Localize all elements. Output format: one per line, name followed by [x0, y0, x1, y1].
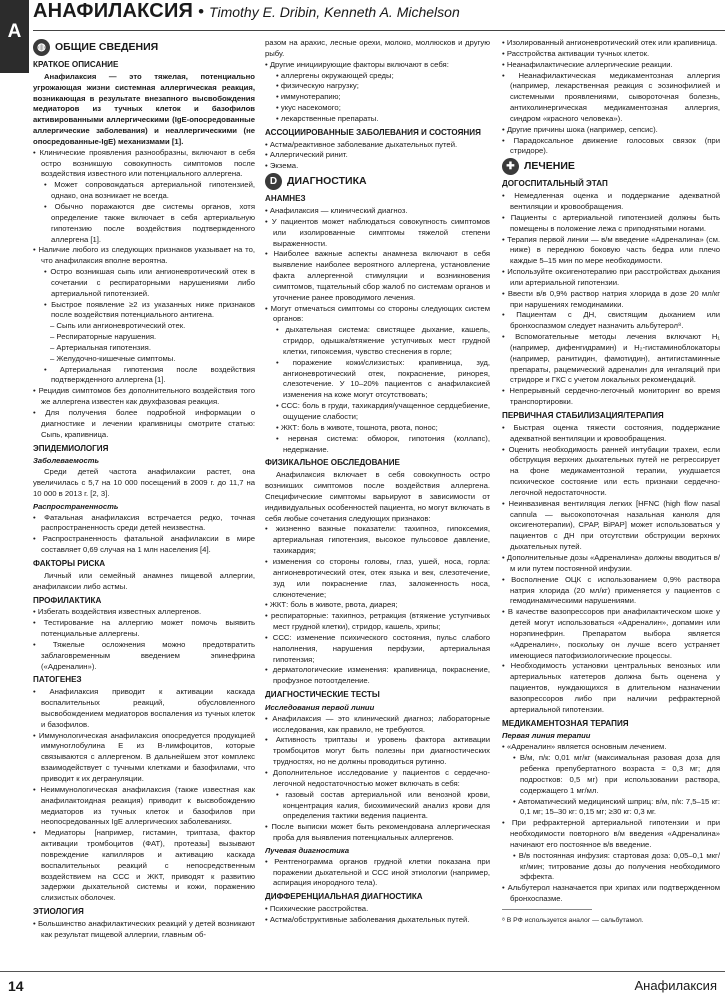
pathogenesis-heading: ПАТОГЕНЕЗ: [33, 675, 82, 685]
list-item: • Ввести в/в 0,9% раствор натрия хлорида в дозе 20 мл/кг при нарушениях гемодинамики.: [502, 288, 720, 309]
list-item: • поражение кожи/слизистых: крапивница, зуд, ангионевротический отек, покраснение, ринорея, слезотечение. У 10–20% пациентов с анафилаксией изменения на коже могут отсутствовать;: [276, 357, 490, 400]
continued-paragraph: разом на арахис, лесные орехи, молоко, моллюсков и другую рыбу.: [265, 38, 490, 58]
diagnostic-tests-heading: ДИАГНОСТИЧЕСКИЕ ТЕСТЫ: [265, 690, 380, 700]
list-item: • иммунотерапию;: [276, 92, 341, 102]
list-item: • Психические расстройства.: [265, 904, 369, 914]
article-title: АНАФИЛАКСИЯ: [33, 0, 194, 22]
short-description-heading: КРАТКОЕ ОПИСАНИЕ: [33, 60, 119, 69]
list-item: • дыхательная система: свистящее дыхание, кашель, стридор, одышка/втяжение уступчивых мест грудной клетки, гипоксемия, чувство стеснения в горле;: [276, 325, 490, 356]
list-item: • Восполнение ОЦК с использованием 0,9% раствора натрия хлорида (20 мл/кг) применяется у пациентов с гемодинамическими нарушениями.: [502, 574, 720, 606]
physical-exam-heading: ФИЗИКАЛЬНОЕ ОБСЛЕДОВАНИЕ: [265, 458, 400, 468]
list-item: • Тестирование на аллергию может помочь выявить потенциальные аллергены.: [33, 618, 255, 639]
list-item: • Анафилаксия приводит к активации каскада воспалительных реакций, обусловленного высвобождением медиаторов воспаления из тучных клеток и базофилов.: [33, 687, 255, 729]
page-footer: [0, 971, 725, 1000]
list-item: • Для получения более подробной информации о диагностике и лечении крапивницы смотрите статью: Сыпь, крапивница.: [33, 408, 255, 439]
prevalence-heading: Распространенность: [33, 501, 119, 511]
incidence-paragraph: Среди детей частота анафилаксии растет, она увеличилась с 5,7 на 10 000 посещений в 2009 г. до 11,7 на 10 000 в 2013 г. [2, 3].: [33, 467, 255, 498]
title-separator: •: [198, 2, 205, 21]
list-item: • Неинвазивная вентиляция легких [HFNC (high flow nasal cannula — высокопоточная назальная канюля для оксигенотерапии), СРАР, BiPAP] может использоваться у пациентов с ДН при отсутствии обструкции верхних дыхательных путей.: [502, 498, 720, 552]
list-item: – Желудочно-кишечные симптомы.: [50, 353, 176, 363]
column-1: [33, 38, 255, 963]
treatment-heading-text: ЛЕЧЕНИЕ: [524, 160, 575, 173]
general-info-heading-text: ОБЩИЕ СВЕДЕНИЯ: [55, 41, 159, 54]
list-item: • Пациентам с ДН, свистящим дыханием или бронхоспазмом следует назначить альбутерол⁸.: [502, 310, 720, 331]
list-item: • Терапия первой линии — в/м введение «Адреналина» (см. ниже) в переднюю боковую часть бедра или плечо каждые 5–15 мин по мере необходимости.: [502, 234, 720, 266]
list-item: • При рефрактерной артериальной гипотензии и при необходимости повторного в/м введения «Адреналина» начинают его постоянное в/в введение.: [502, 818, 720, 849]
list-item: • Анафилаксия — клинический диагноз.: [265, 205, 408, 215]
radiology-heading: Лучевая диагностика: [265, 845, 350, 855]
diagnostics-section-heading: [265, 173, 490, 190]
page-header: [33, 0, 725, 31]
list-item: • газовый состав артериальной или венозной крови, концентрация калия, биохимический анализ крови для определения тактики ведения пациента.: [276, 789, 490, 821]
list-item: • Иммунологическая анафилаксия опосредуется продукцией иммуноглобулина Е из В-лимфоцитов, которые связываются с аллергеном. В дальнейшем этот комплекс взаимодействует с тучными клетками и базофилами, что приводит к их дегрануляции.: [33, 730, 255, 783]
list-item: • ЖКТ: боль в животе, тошнота, рвота, понос;: [276, 422, 438, 432]
list-item: • Расстройства активации тучных клеток.: [502, 48, 650, 58]
list-item: • Парадоксальное движение голосовых связок (при стридоре).: [502, 135, 720, 156]
first-line-therapy-heading: Первая линия терапии: [502, 731, 591, 741]
diagnostics-heading-text: ДИАГНОСТИКА: [287, 175, 367, 188]
section-letter-tab: А: [0, 0, 29, 73]
definition-text: — это тяжелая, потенциально угрожающая жизни системная аллергическая реакция, возникающая в результате внезапного высвобождения медиаторов из тучных клеток и базофилов активированными аллергическими (IgE-опосредованные аллергические заболевания) и неаллергическими (не опосредованные-IgE) механизмами [1].: [33, 71, 255, 146]
list-item: • Активность триптазы и уровень фактора активации тромбоцитов могут быть полезны при диагностических трудностях, но не должны проводиться рутинно.: [265, 735, 490, 767]
list-item: • Другие причины шока (например, сепсис).: [502, 124, 658, 134]
differential-diagnosis-heading: ДИФФЕРЕНЦИАЛЬНАЯ ДИАГНОСТИКА: [265, 892, 423, 902]
list-item: • Непрерывный сердечно-легочный мониторинг во время транспортировки.: [502, 386, 720, 407]
list-item: • Остро возникшая сыпь или ангионевротический отек в сочетании с респираторными нарушениями либо артериальной гипотензией.: [44, 267, 255, 298]
list-item: • После выписки может быть рекомендована аллергическая проба для выявления потенциальных аллергенов.: [265, 822, 490, 843]
list-item: • Избегать воздействия известных аллергенов.: [33, 607, 202, 617]
list-item: • ЖКТ: боль в животе, рвота, диарея;: [265, 600, 398, 610]
list-item: • жизненно важные показатели: тахипноэ, гипоксемия, артериальная гипотензия, высокое пульсовое давление, тахикардия;: [265, 524, 490, 556]
list-item: • Обычно поражаются две системы органов, хотя определение также включает в себя артериальную гипотензию после воздействия подтвержденного аллергена [1].: [44, 201, 255, 244]
prehospital-heading: ДОГОСПИТАЛЬНЫЙ ЭТАП: [502, 179, 608, 189]
list-item: • респираторные: тахипноэ, ретракция (втяжение уступчивых мест грудной клетки), стридор, кашель, хрипы;: [265, 611, 490, 632]
list-item: • Тяжелые осложнения можно предотвратить заблаговременным введением эпинефрина («Адреналин»).: [33, 639, 255, 671]
list-item: • Автоматический медицинский шприц: в/м, п/к: 7,5–15 кг: 0,1 мг; 15–30 кг: 0,15 мг; ≥30 кг: 0,3 мг.: [513, 796, 720, 817]
list-item: • физическую нагрузку;: [276, 81, 359, 91]
list-item: • В/в постоянная инфузия: стартовая доза: 0,05–0,1 мкг/кг/мин; титрование дозы до получения необходимого эффекта.: [513, 850, 720, 882]
primary-stabilization-heading: ПЕРВИЧНАЯ СТАБИЛИЗАЦИЯ/ТЕРАПИЯ: [502, 411, 664, 420]
list-item: • Вспомогательные методы лечения включают H₁ (например, дифенгидрамин) и H₂-гистаминоблокаторы (например, ранитидин, фамотидин), антигистаминные препараты, рацемический адреналин для ингаляций при стридоре и ГКС с учетом локальных рекомендаций.: [502, 332, 720, 385]
risk-factors-heading: ФАКТОРЫ РИСКА: [33, 558, 106, 568]
list-item: • У пациентов может наблюдаться совокупность симптомов или изолированные симптомы тяжелой степени выраженности.: [265, 216, 490, 248]
list-item: • Другие инициирующие факторы включают в себя:: [265, 59, 449, 69]
running-title: Анафилаксия: [634, 978, 717, 993]
list-item: • Оценить необходимость ранней интубации трахеи, если обструкция верхних дыхательных путей не регрессирует на фоне медикаментозной терапии, укудшается психическое состояние или есть признаки сердечно-легочной недостаточности.: [502, 444, 720, 497]
list-item: • Клинические проявления разнообразны, включают в себя остро возникшую совокупность симптомов после воздействия известного или потенциального аллергена.: [33, 147, 255, 179]
list-item: • Фатальная анафилаксия встречается редко, точная распространенность среди детей неизвестна.: [33, 512, 255, 533]
list-item: • Могут отмечаться симптомы со стороны следующих систем органов:: [265, 303, 490, 324]
list-item: • Неанафилактические аллергические реакции.: [502, 59, 673, 69]
physical-exam-paragraph: Анафилаксия включает в себя совокупность остро возникших симптомов после воздействия аллергена. Специфические симптомы варьируют в зависимости от индивидуальных особенностей пациента, но могут включать в себя любые сочетания следующих признаков:: [265, 470, 490, 523]
etiology-heading: ЭТИОЛОГИЯ: [33, 907, 84, 917]
list-item: • Астма/обструктивные заболевания дыхательных путей.: [265, 914, 470, 924]
list-item: • Дополнительное исследование у пациентов с сердечно-легочной недостаточностью может включать в себя:: [265, 768, 490, 788]
list-item: • Аллергический ринит.: [265, 150, 348, 160]
list-item: – Сыпь или ангионевротический отек.: [50, 321, 186, 331]
list-item: • Неанафилактическая медикаментозная аллергия (например, лекарственная реакция с эозинофилией и системными проявлениями, сывороточная болезнь, антихолинергическая медикаментозная аллергия, синдром «красного человека»).: [502, 70, 720, 123]
list-item: • Необходимость установки центральных венозных или артериальных катетеров должна быть оценена у пациентов, нуждающихся в длительном назначении вазопрессоров либо при наличии рефрактерной артериальной гипотензии.: [502, 661, 720, 714]
associated-conditions-heading: АССОЦИИРОВАННЫЕ ЗАБОЛЕВАНИЯ И СОСТОЯНИЯ: [265, 127, 481, 137]
list-item: • Дополнительные дозы «Адреналина» должны вводиться в/м или путем постоянной инфузии.: [502, 552, 720, 573]
pill-icon: ✚: [502, 158, 519, 175]
list-item: • Артериальная гипотензия после воздействия подтвержденного аллергена [1].: [44, 364, 255, 385]
list-item: • Альбутерол назначается при хрипах или подтвержденном бронхоспазме.: [502, 883, 720, 904]
short-description-paragraph: [33, 72, 255, 148]
list-item: • аллергены окружающей среды;: [276, 70, 394, 80]
list-item: • дерматологические изменения: крапивница, покраснение, профузное потоотделение.: [265, 665, 490, 686]
list-item: • Наиболее важные аспекты анамнеза включают в себя выявление наиболее вероятного аллергена, установление факта аллергенной стимуляции и возникновения симптомов, тщательный сбор жалоб по системам органов и уточнение ранее проводимого лечения.: [265, 249, 490, 302]
diagnosis-icon: D: [265, 173, 282, 190]
list-item: • лекарственные препараты.: [276, 113, 379, 123]
list-item: • Неиммунологическая анафилаксия (также известная как анафилактоидная реакция) приводит к высвобождению медиаторов из тучных клеток и базофилов при неопосредованных IgE аллергических заболеваниях.: [33, 784, 255, 827]
list-item: • Пациенты с артериальной гипотензией должны быть помещены в положение лежа с приподнятыми ногами.: [502, 212, 720, 233]
first-line-tests-heading: Исследования первой линии: [265, 702, 375, 712]
list-item: • Медиаторы [например, гистамин, триптаза, фактор активации тромбоцитов (ФАТ), протеазы] вызывают повреждение капилляров и активацию каскада воспалительных реакций с непосредственным воздействием на ССС и ЖКТ, приводят к развитию задержки дыхательной системы и кожи, поражению слизистых оболочек.: [33, 828, 255, 903]
prophylaxis-heading: ПРОФИЛАКТИКА: [33, 595, 102, 605]
column-2: [265, 38, 490, 963]
list-item: • Быстрое появление ≥2 из указанных ниже признаков после воздействия потенциального антигена.: [44, 299, 255, 320]
footnote: ⁸ В РФ используется аналог — сальбутамол.: [502, 916, 644, 924]
list-item: • Наличие любого из следующих признаков указывает на то, что анафилаксия вполне вероятна.: [33, 245, 255, 266]
list-item: • Распространенность фатальной анафилаксии в мире составляет 0,69 случая на 1 млн населения [4].: [33, 534, 255, 555]
epidemiology-heading: ЭПИДЕМИОЛОГИЯ: [33, 443, 109, 453]
incidence-heading: Заболеваемость: [33, 456, 99, 466]
list-item: • В/м, п/к: 0,01 мг/кг (максимальная разовая доза для ребенка препубертатного возраста = 0,3 мг; для подростков: 0,5 мг) при использовании раствора, содержащего 1 мг/мл.: [513, 753, 720, 795]
anaphylaxis-term: Анафилаксия: [44, 71, 97, 81]
list-item: • Большинство анафилактических реакций у детей возникают как результат пищевой аллергии, главным об-: [33, 918, 255, 939]
list-item: • Рецидив симптомов без дополнительного воздействия того же аллергена известен как двухфазовая реакция.: [33, 386, 255, 407]
list-item: • изменения со стороны головы, глаз, ушей, носа, горла: ангионевротический отек, отек языка и век, слезотечение, зуд или покраснение глаз, заложенность носа, слюнотечение;: [265, 556, 490, 599]
list-item: • нервная система: обморок, гипотония (коллапс), недержание.: [276, 433, 490, 454]
list-item: • Может сопровождаться артериальной гипотензией, однако, она возникает не всегда.: [44, 180, 255, 201]
article-authors: Timothy E. Dribin, Kenneth A. Michelson: [209, 4, 460, 20]
globe-icon: ◍: [33, 39, 50, 56]
list-item: – Респираторные нарушения.: [50, 332, 157, 342]
treatment-section-heading: [502, 158, 720, 175]
list-item: • ССС: боль в груди, тахикардия/учащенное сердцебиение, ощущение слабости;: [276, 401, 490, 421]
page-number: 14: [8, 978, 24, 994]
list-item: • Быстрая оценка тяжести состояния, поддержание адекватной вентиляции и кровообращения.: [502, 422, 720, 443]
general-info-section-heading: [33, 39, 255, 56]
list-item: • Немедленная оценка и поддержание адекватной вентиляции и кровообращения.: [502, 191, 720, 211]
list-item: • «Адреналин» является основным лечением.: [502, 742, 667, 752]
footnote-divider: [502, 909, 592, 910]
list-item: – Артериальная гипотензия.: [50, 342, 151, 352]
list-item: • Используйте оксигенотерапию при расстройствах дыхания или артериальной гипотензии.: [502, 267, 720, 287]
anamnesis-heading: АНАМНЕЗ: [265, 194, 306, 204]
list-item: • В качестве вазопрессоров при анафилактическом шоке у детей могут использоваться «Адреналин», допамин или норэпинефрин. Препаратом выбора является «Адреналин», поскольку он лучше всего устраняет имеющиеся патофизиологические процессы.: [502, 607, 720, 660]
risk-factors-paragraph: Личный или семейный анамнез пищевой аллергии, анафилаксии либо астмы.: [33, 570, 255, 591]
column-3: [502, 38, 720, 963]
list-item: • Экзема.: [265, 161, 299, 171]
drug-therapy-heading: МЕДИКАМЕНТОЗНАЯ ТЕРАПИЯ: [502, 718, 629, 728]
list-item: • Астма/реактивное заболевание дыхательных путей.: [265, 139, 458, 149]
list-item: • укус насекомого;: [276, 103, 341, 113]
list-item: • Изолированный ангионевротический отек или крапивница.: [502, 38, 718, 47]
list-item: • Рентгенограмма органов грудной клетки показана при поражении дыхательной и ССС иной этиологии (например, аспирация инородного тела).: [265, 856, 490, 888]
list-item: • Анафилаксия — это клинический диагноз; лабораторные исследования, как правило, не требуются.: [265, 713, 490, 734]
list-item: • ССС: изменение психического состояния, пульс слабого наполнения, нарушения перфузии, артериальная гипотензия;: [265, 632, 490, 664]
